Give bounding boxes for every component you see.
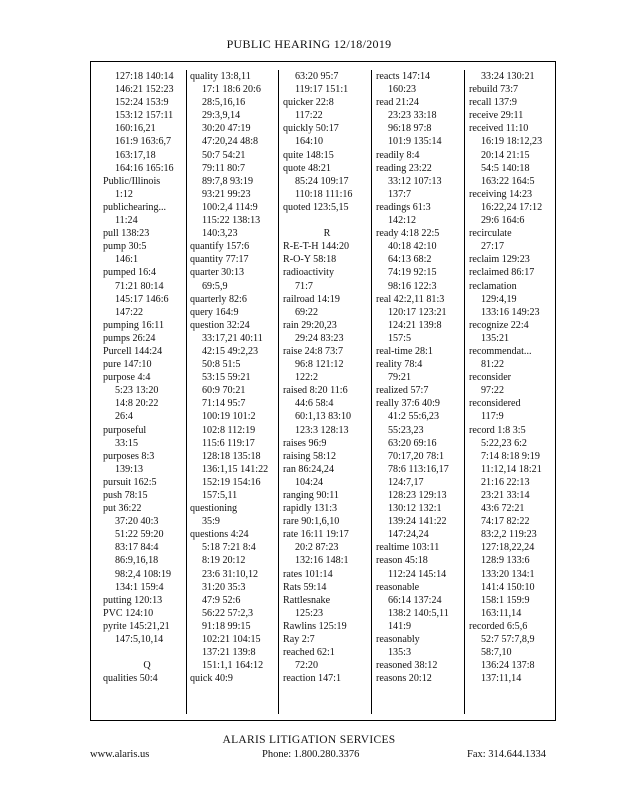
index-entry: recorded 6:5,6: [469, 620, 528, 632]
index-entry: reading 23:22: [376, 162, 432, 174]
index-entry: receive 29:11: [469, 110, 524, 122]
index-entry: pumps 26:24: [103, 332, 156, 344]
index-entry: 29:3,9,14: [202, 110, 241, 122]
index-entry: realized 57:7: [376, 385, 429, 397]
index-entry: 60:9 70:21: [202, 385, 246, 397]
index-entry: 136:24 137:8: [481, 660, 535, 672]
index-entry: 104:24: [295, 476, 324, 488]
index-entry: 23:6 31:10,12: [202, 568, 259, 580]
index-entry: 69:22: [295, 306, 318, 318]
index-entry: 8:19 20:12: [202, 555, 246, 567]
index-entry: [103, 646, 191, 659]
index-entry: 5:18 7:21 8:4: [202, 542, 256, 554]
index-entry: 89:7,8 93:19: [202, 175, 254, 187]
index-entry: 128:18 135:18: [202, 450, 261, 462]
index-entry: [283, 214, 371, 227]
index-entry: 20:14 21:15: [481, 149, 530, 161]
index-column-2: [186, 70, 278, 714]
index-entry: raises 96:9: [283, 437, 327, 449]
index-entry: 123:3 128:13: [295, 424, 349, 436]
index-entry: 26:4: [115, 411, 133, 423]
index-entry: 147:5,10,14: [115, 634, 164, 646]
index-entry: 151:1,1 164:12: [202, 660, 264, 672]
index-entry: recognize 22:4: [469, 319, 529, 331]
index-entry: Purcell 144:24: [103, 345, 163, 357]
index-entry: 96:18 97:8: [388, 123, 432, 135]
index-entry: 5:23 13:20: [115, 385, 159, 397]
index-entry: 50:7 54:21: [202, 149, 246, 161]
index-entry: reality 78:4: [376, 359, 423, 371]
page-header: PUBLIC HEARING 12/18/2019: [226, 37, 392, 51]
index-entry: 160:23: [388, 84, 417, 96]
index-entry: query 164:9: [190, 306, 239, 318]
index-entry: 102:8 112:19: [202, 424, 256, 436]
index-entry: Ray 2:7: [283, 634, 315, 646]
index-entry: 141:9: [388, 620, 411, 632]
index-entry: reclaimed 86:17: [469, 267, 535, 279]
index-entry: 96:8 121:12: [295, 359, 344, 371]
index-entry: 71:14 95:7: [202, 398, 246, 410]
index-entry: rain 29:20,23: [283, 319, 337, 331]
index-entry: 147:22: [115, 306, 144, 318]
index-entry: 140:3,23: [202, 228, 238, 240]
index-entry: pump 30:5: [103, 241, 147, 253]
index-entry: quarterly 82:6: [190, 293, 247, 305]
index-entry: really 37:6 40:9: [376, 398, 440, 410]
index-entry: real-time 28:1: [376, 345, 433, 357]
index-entry: 16:22,24 17:12: [481, 201, 543, 213]
index-entry: pyrite 145:21,21: [103, 620, 170, 632]
index-entry: reasonable: [376, 581, 420, 593]
index-entry: quality 13:8,11: [190, 71, 251, 82]
index-entry: readily 8:4: [376, 149, 420, 161]
footer-website[interactable]: www.alaris.us: [90, 749, 150, 760]
index-entry: reasons 20:12: [376, 673, 432, 685]
index-entry: 44:6 58:4: [295, 398, 334, 410]
index-entry: put 36:22: [103, 503, 142, 515]
index-entry: 30:20 47:19: [202, 123, 251, 135]
index-entry: recall 137:9: [469, 97, 517, 109]
index-entry: 157:5,11: [202, 490, 238, 501]
index-entry: rates 101:14: [283, 568, 333, 580]
index-entry: record 1:8 3:5: [469, 424, 526, 436]
index-entry: readings 61:3: [376, 201, 431, 213]
index-entry: pull 138:23: [103, 228, 150, 240]
index-entry: radioactivity: [283, 267, 335, 279]
index-entry: 64:13 68:2: [388, 254, 432, 266]
index-entry: 125:23: [295, 607, 324, 619]
index-entry: 146:21 152:23: [115, 84, 174, 96]
index-entry: pumping 16:11: [103, 319, 165, 331]
index-entry: 37:20 40:3: [115, 516, 159, 528]
index-entry: 29:24 83:23: [295, 332, 344, 344]
index-entry: 137:11,14: [481, 673, 522, 685]
index-entry: 79:21: [388, 372, 411, 384]
index-entry: ran 86:24,24: [283, 463, 335, 475]
index-entry: 160:16,21: [115, 123, 156, 135]
index-entry: 11:24: [115, 215, 138, 227]
index-entry: 161:9 163:6,7: [115, 136, 172, 148]
index-column-1: [103, 70, 191, 714]
index-entry: reclamation: [469, 280, 517, 292]
index-entry: publichearing...: [103, 201, 167, 213]
index-entry: 135:21: [481, 332, 510, 344]
index-entry: R-E-T-H 144:20: [283, 241, 350, 253]
index-entry: 56:22 57:2,3: [202, 607, 254, 619]
index-entry: raised 8:20 11:6: [283, 385, 348, 397]
index-entry: 157:5: [388, 332, 411, 344]
index-entry: 117:22: [295, 110, 323, 122]
index-entry: 100:19 101:2: [202, 411, 256, 423]
index-entry: reconsider: [469, 372, 512, 384]
index-entry: read 21:24: [376, 97, 419, 109]
index-entry: 152:24 153:9: [115, 97, 169, 109]
index-entry: 52:7 57:7,8,9: [481, 634, 535, 646]
index-entry: 101:9 135:14: [388, 136, 442, 148]
index-entry: Rawlins 125:19: [283, 620, 347, 632]
index-entry: 136:1,15 141:22: [202, 463, 269, 475]
index-entry: 115:6 119:17: [202, 437, 255, 449]
index-entry: 42:15 49:2,23: [202, 345, 259, 357]
index-entry: 152:19 154:16: [202, 476, 261, 488]
index-entry: 54:5 140:18: [481, 162, 530, 174]
index-entry: 102:21 104:15: [202, 634, 261, 646]
index-entry: 129:4,19: [481, 293, 517, 305]
index-entry: 85:24 109:17: [295, 175, 349, 187]
index-entry: 127:18 140:14: [115, 71, 174, 82]
index-entry: quick 40:9: [190, 673, 233, 685]
index-entry: reasonably: [376, 634, 420, 646]
index-entry: quickly 50:17: [283, 123, 339, 135]
index-entry: 158:1 159:9: [481, 594, 530, 606]
index-entry: 16:19 18:12,23: [481, 136, 543, 148]
index-entry: 31:20 35:3: [202, 581, 246, 593]
index-entry: 97:22: [481, 385, 504, 397]
index-entry: quoted 123:5,15: [283, 201, 349, 213]
index-entry: received 11:10: [469, 123, 529, 135]
index-entry: 142:12: [388, 215, 417, 227]
index-entry: 163:11,14: [481, 607, 522, 619]
index-entry: 93:21 99:23: [202, 188, 251, 200]
index-entry: 117:9: [481, 411, 504, 423]
index-entry: quarter 30:13: [190, 267, 245, 279]
index-entry: 74:17 82:22: [481, 516, 530, 528]
index-column-3: [278, 70, 371, 714]
index-entry: Rattlesnake: [283, 594, 331, 606]
index-entry: 110:18 111:16: [295, 188, 353, 200]
index-frame: [90, 61, 556, 721]
index-entry: 20:2 87:23: [295, 542, 339, 554]
index-entry: 63:20 69:16: [388, 437, 437, 449]
index-entry: Public/Illinois: [103, 175, 161, 187]
index-entry: recirculate: [469, 228, 512, 240]
index-section-letter: Q: [143, 660, 151, 672]
index-entry: 139:24 141:22: [388, 516, 447, 528]
index-entry: 27:17: [481, 241, 504, 253]
index-entry: 79:11 80:7: [202, 162, 246, 174]
index-entry: 33:15: [115, 437, 138, 449]
index-entry: 51:22 59:20: [115, 529, 164, 541]
index-entry: 124:7,17: [388, 476, 424, 488]
index-entry: reason 45:18: [376, 555, 428, 567]
index-entry: questions 4:24: [190, 529, 249, 541]
index-entry: ranging 90:11: [283, 490, 339, 501]
index-entry: ready 4:18 22:5: [376, 228, 440, 240]
index-entry: 141:4 150:10: [481, 581, 535, 593]
index-entry: 53:15 59:21: [202, 372, 251, 384]
index-entry: 43:6 72:21: [481, 503, 525, 515]
index-entry: 23:21 33:14: [481, 490, 530, 501]
index-entry: reaction 147:1: [283, 673, 342, 685]
index-entry: 71:7: [295, 280, 313, 292]
index-entry: 47:20,24 48:8: [202, 136, 259, 148]
index-entry: 137:7: [388, 188, 411, 200]
index-entry: pursuit 162:5: [103, 476, 157, 488]
index-entry: reasoned 38:12: [376, 660, 438, 672]
index-entry: 11:12,14 18:21: [481, 463, 542, 475]
index-entry: purpose 4:4: [103, 372, 151, 384]
index-entry: rare 90:1,6,10: [283, 516, 340, 528]
index-entry: 71:21 80:14: [115, 280, 164, 292]
index-entry: reached 62:1: [283, 647, 335, 659]
index-entry: 98:16 122:3: [388, 280, 437, 292]
index-entry: 66:14 137:24: [388, 594, 442, 606]
index-entry: 146:1: [115, 254, 138, 266]
index-entry: 33:12 107:13: [388, 175, 442, 187]
index-entry: 35:9: [202, 516, 220, 528]
index-entry: 98:2,4 108:19: [115, 568, 172, 580]
index-entry: 133:16 149:23: [481, 306, 540, 318]
index-entry: 69:5,9: [202, 280, 228, 292]
index-entry: 63:20 95:7: [295, 71, 339, 82]
footer-company: ALARIS LITIGATION SERVICES: [222, 734, 396, 746]
index-entry: receiving 14:23: [469, 188, 533, 200]
index-entry: PVC 124:10: [103, 607, 154, 619]
index-entry: 86:9,16,18: [115, 555, 159, 567]
index-entry: 50:8 51:5: [202, 359, 241, 371]
index-entry: 7:14 8:18 9:19: [481, 450, 540, 462]
index-entry: 28:5,16,16: [202, 97, 246, 109]
index-entry: 128:9 133:6: [481, 555, 530, 567]
index-entry: 41:2 55:6,23: [388, 411, 440, 423]
index-column-4: [371, 70, 464, 714]
index-entry: 40:18 42:10: [388, 241, 437, 253]
index-entry: 33:24 130:21: [481, 71, 535, 82]
index-entry: reconsidered: [469, 398, 521, 410]
index-entry: 132:16 148:1: [295, 555, 349, 567]
index-entry: 164:16 165:16: [115, 162, 174, 174]
index-column-5: [464, 70, 556, 714]
index-entry: 33:17,21 40:11: [202, 332, 263, 344]
index-entry: 81:22: [481, 359, 504, 371]
index-entry: 83:17 84:4: [115, 542, 159, 554]
index-entry: raising 58:12: [283, 450, 336, 462]
index-entry: 120:17 123:21: [388, 306, 447, 318]
index-entry: 115:22 138:13: [202, 215, 261, 227]
index-entry: quite 148:15: [283, 149, 334, 161]
index-entry: 119:17 151:1: [295, 84, 349, 96]
index-entry: reacts 147:14: [376, 71, 431, 82]
index-entry: 130:12 132:1: [388, 503, 442, 515]
index-entry: 124:21 139:8: [388, 319, 442, 331]
index-entry: rate 16:11 19:17: [283, 529, 349, 541]
index-entry: 164:10: [295, 136, 324, 148]
index-entry: 58:7,10: [481, 647, 512, 659]
index-entry: 5:22,23 6:2: [481, 437, 527, 449]
index-entry: 163:17,18: [115, 149, 156, 161]
index-entry: push 78:15: [103, 490, 148, 501]
index-entry: rapidly 131:3: [283, 503, 338, 515]
index-entry: quantity 77:17: [190, 254, 249, 266]
index-entry: 60:1,13 83:10: [295, 411, 352, 423]
index-entry: pumped 16:4: [103, 267, 156, 279]
index-entry: pure 147:10: [103, 359, 152, 371]
index-entry: 135:3: [388, 647, 411, 659]
index-entry: Rats 59:14: [283, 581, 327, 593]
index-entry: raise 24:8 73:7: [283, 345, 343, 357]
index-entry: 134:1 159:4: [115, 581, 164, 593]
index-entry: 17:1 18:6 20:6: [202, 84, 261, 96]
footer-phone: Phone: 1.800.280.3376: [262, 749, 360, 760]
index-entry: quicker 22:8: [283, 97, 334, 109]
index-entry: 100:2,4 114:9: [202, 201, 258, 213]
index-entry: purposeful: [103, 424, 147, 436]
index-entry: 14:8 20:22: [115, 398, 159, 410]
index-entry: question 32:24: [190, 319, 250, 331]
index-section-letter: R: [323, 228, 331, 240]
index-entry: 21:16 22:13: [481, 476, 530, 488]
index-entry: purposes 8:3: [103, 450, 155, 462]
index-entry: 23:23 33:18: [388, 110, 437, 122]
index-entry: 47:9 52:6: [202, 594, 241, 606]
index-entry: realtime 103:11: [376, 542, 440, 554]
index-entry: railroad 14:19: [283, 293, 340, 305]
index-entry: 91:18 99:15: [202, 620, 251, 632]
index-entry: 139:13: [115, 463, 144, 475]
index-entry: 163:22 164:5: [481, 175, 535, 187]
index-entry: questioning: [190, 503, 238, 515]
index-entry: 55:23,23: [388, 424, 424, 436]
footer-fax: Fax: 314.644.1334: [467, 749, 547, 760]
index-entry: 122:2: [295, 372, 318, 384]
index-entry: 147:24,24: [388, 529, 429, 541]
index-entry: 74:19 92:15: [388, 267, 437, 279]
index-entry: 78:6 113:16,17: [388, 463, 449, 475]
index-entry: 128:23 129:13: [388, 490, 447, 501]
index-entry: 1:12: [115, 188, 133, 200]
index-entry: 133:20 134:1: [481, 568, 535, 580]
index-entry: 72:20: [295, 660, 318, 672]
index-entry: 153:12 157:11: [115, 110, 174, 122]
index-entry: quantify 157:6: [190, 241, 250, 253]
index-entry: rebuild 73:7: [469, 84, 519, 96]
index-entry: 137:21 139:8: [202, 647, 256, 659]
index-entry: R-O-Y 58:18: [283, 254, 337, 266]
index-entry: 29:6 164:6: [481, 215, 525, 227]
index-entry: 70:17,20 78:1: [388, 450, 445, 462]
index-entry: 138:2 140:5,11: [388, 607, 449, 619]
index-entry: recommendat...: [469, 345, 532, 357]
index-entry: reclaim 129:23: [469, 254, 530, 266]
index-entry: 127:18,22,24: [481, 542, 535, 554]
index-entry: qualities 50:4: [103, 673, 158, 685]
index-entry: 83:2,2 119:23: [481, 529, 537, 541]
index-entry: putting 120:13: [103, 594, 163, 606]
index-entry: quote 48:21: [283, 162, 331, 174]
index-entry: 145:17 146:6: [115, 293, 169, 305]
index-entry: 112:24 145:14: [388, 568, 447, 580]
index-entry: real 42:2,11 81:3: [376, 293, 445, 305]
